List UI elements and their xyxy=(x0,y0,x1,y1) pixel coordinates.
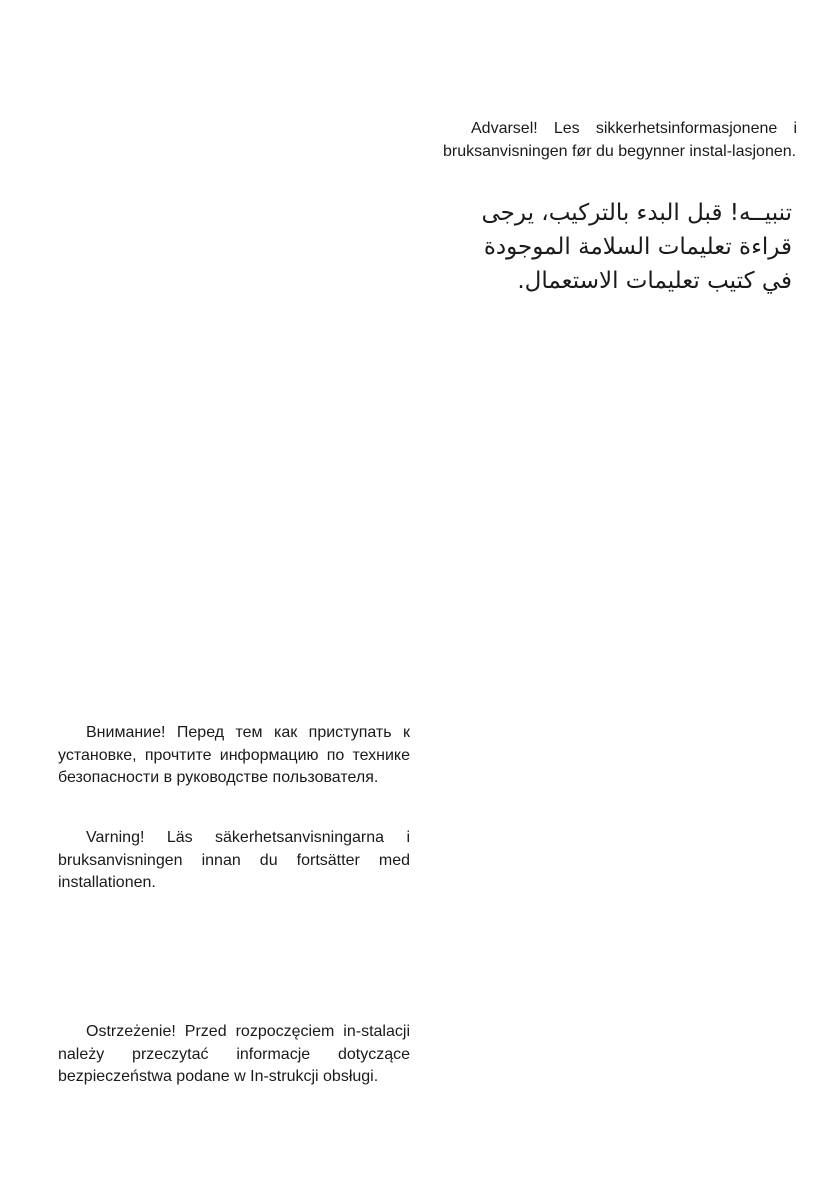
warning-russian: Внимание! Перед тем как приступать к установке, прочтите информацию по технике безопасности в руководстве пользователя. xyxy=(58,724,410,786)
warning-norwegian: Advarsel! Les sikkerhetsinformasjonene i bruksanvisningen før du begynner instal-lasjonen. xyxy=(443,120,797,160)
warning-polish: Ostrzeżenie! Przed rozpoczęciem in-stalacji należy przeczytać informacje dotyczące bezpieczeństwa podane w In-strukcji obsługi. xyxy=(58,1023,410,1085)
warning-arabic: تنبيــه! قبل البدء بالتركيب، يرجى قراءة تعليمات السلامة الموجودة في كتيب تعليمات الاستعمال. xyxy=(481,200,792,294)
warning-swedish: Varning! Läs säkerhetsanvisningarna i bruksanvisningen innan du fortsätter med installationen. xyxy=(58,829,410,891)
